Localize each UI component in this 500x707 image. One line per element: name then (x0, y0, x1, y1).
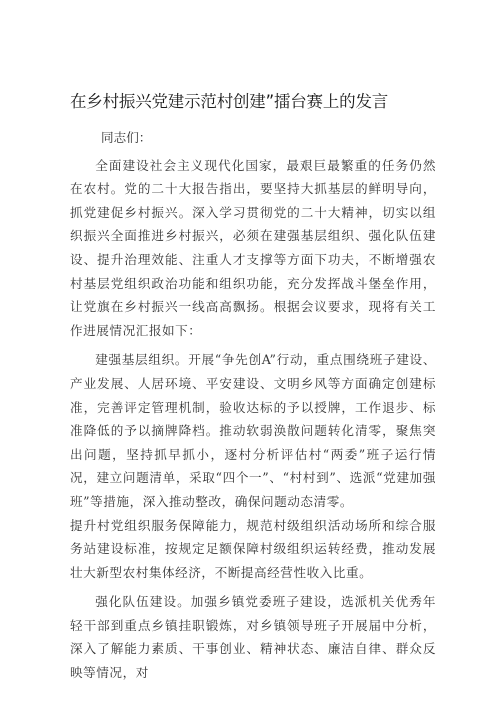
paragraph-team-building: 强化队伍建设。加强乡镇党委班子建设，选派机关优秀年轻干部到重点乡镇挂职锻炼，对乡镇领导班子开展届中分析，深入了解能力素质、干事创业、精神状态、廉洁自律、群众反映等情况，对 (70, 594, 436, 681)
paragraph-intro: 全面建设社会主义现代化国家，最艰巨最繁重的任务仍然在农村。党的二十大报告指出，要坚持大抓基层的鲜明导向，抓党建促乡村振兴。深入学习贯彻党的二十大精神，切实以组织振兴全面推进乡村振兴，必须在建强基层组织、强化队伍建设、提升治理效能、注重人才支撑等方面下功夫，不断增强农村基层党组织政治功能和组织功能，充分发挥战斗堡垒作用，让党旗在乡村振兴一线高高飘扬。根据会议要求，现将有关工作进展情况汇报如下： (70, 157, 436, 338)
greeting: 同志们： (101, 130, 152, 145)
paragraph-build-organization: 建强基层组织。开展“争先创A”行动，重点围绕班子建设、产业发展、人居环境、平安建设、文明乡风等方面确定创建标准，完善评定管理机制，验收达标的予以授牌，工作退步、标准降低的予以摘牌降档。推动软弱涣散问题转化清零，聚焦突出问题，坚持抓早抓小，逐村分析评估村“两委”班子运行情况，建立问题清单，采取“四个一”、“村村到”、选派“党建加强班”等措施，深入推动整改，确保问题动态清零。 (70, 352, 436, 509)
document-body (70, 126, 436, 685)
paragraph-service-capacity: 提升村党组织服务保障能力，规范村级组织活动场所和综合服务站建设标准，按规定足额保障村级组织运转经费，推动发展壮大新型农村集体经济，不断提高经营性收入比重。 (70, 517, 436, 580)
document-title: 在乡村振兴党建示范村创建”擂台赛上的发言 (70, 92, 389, 111)
